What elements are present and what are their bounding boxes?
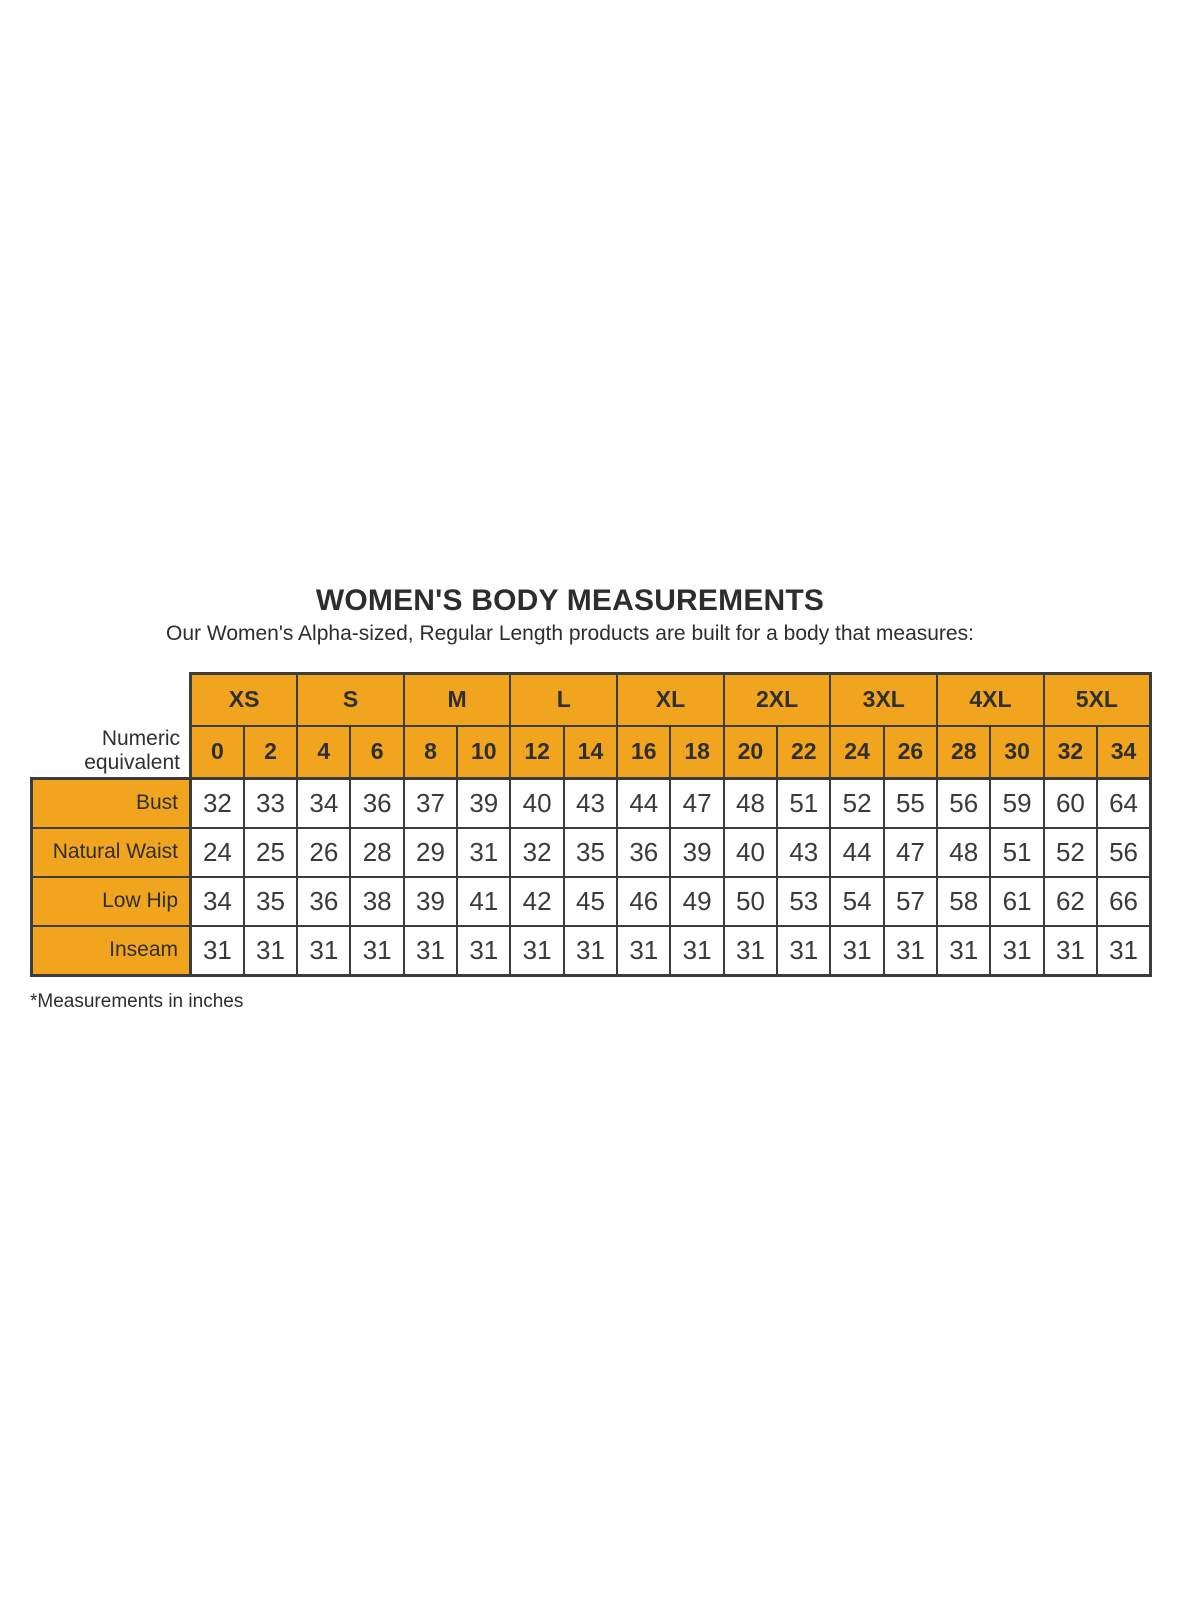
- alpha-size-cell: 4XL: [937, 673, 1044, 726]
- alpha-size-cell: 5XL: [1044, 673, 1151, 726]
- measurement-value-cell: 47: [884, 828, 937, 877]
- measurement-value-cell: 25: [244, 828, 297, 877]
- page-subtitle: Our Women's Alpha-sized, Regular Length products are built for a body that measures:: [166, 621, 974, 645]
- alpha-size-cell: S: [297, 673, 404, 726]
- numeric-size-cell: 34: [1097, 726, 1150, 779]
- measurement-value-cell: 50: [724, 877, 777, 926]
- measurement-value-cell: 39: [457, 778, 510, 828]
- row-label: Bust: [32, 778, 191, 828]
- numeric-size-cell: 22: [777, 726, 830, 779]
- numeric-size-cell: 18: [670, 726, 723, 779]
- measurement-value-cell: 51: [990, 828, 1043, 877]
- measurement-value-cell: 40: [724, 828, 777, 877]
- measurement-value-cell: 31: [564, 926, 617, 976]
- measurement-value-cell: 58: [937, 877, 990, 926]
- measurement-value-cell: 29: [404, 828, 457, 877]
- alpha-size-cell: M: [404, 673, 511, 726]
- measurement-value-cell: 45: [564, 877, 617, 926]
- measurement-value-cell: 52: [1044, 828, 1097, 877]
- numeric-size-cell: 0: [191, 726, 244, 779]
- measurement-value-cell: 44: [617, 778, 670, 828]
- measurement-value-cell: 36: [617, 828, 670, 877]
- measurement-value-cell: 31: [884, 926, 937, 976]
- measurement-value-cell: 43: [564, 778, 617, 828]
- page-title: WOMEN'S BODY MEASUREMENTS: [315, 584, 825, 617]
- measurement-value-cell: 31: [617, 926, 670, 976]
- measurement-value-cell: 55: [884, 778, 937, 828]
- measurement-value-cell: 64: [1097, 778, 1150, 828]
- measurement-value-cell: 37: [404, 778, 457, 828]
- measurement-value-cell: 31: [244, 926, 297, 976]
- measurement-value-cell: 31: [670, 926, 723, 976]
- measurement-value-cell: 26: [297, 828, 350, 877]
- measurement-row: [32, 778, 1151, 828]
- measurement-value-cell: 61: [990, 877, 1043, 926]
- measurement-value-cell: 31: [457, 926, 510, 976]
- measurement-value-cell: 31: [777, 926, 830, 976]
- measurement-value-cell: 39: [404, 877, 457, 926]
- measurement-value-cell: 31: [937, 926, 990, 976]
- measurement-value-cell: 44: [830, 828, 883, 877]
- measurement-value-cell: 42: [510, 877, 563, 926]
- measurement-value-cell: 32: [191, 778, 244, 828]
- numeric-size-cell: 2: [244, 726, 297, 779]
- measurement-value-cell: 31: [350, 926, 403, 976]
- numeric-size-cell: 24: [830, 726, 883, 779]
- alpha-size-cell: 2XL: [724, 673, 831, 726]
- measurement-value-cell: 46: [617, 877, 670, 926]
- numeric-size-cell: 32: [1044, 726, 1097, 779]
- measurement-value-cell: 34: [297, 778, 350, 828]
- measurement-value-cell: 33: [244, 778, 297, 828]
- numeric-size-cell: 20: [724, 726, 777, 779]
- measurement-value-cell: 60: [1044, 778, 1097, 828]
- measurement-value-cell: 31: [830, 926, 883, 976]
- measurement-value-cell: 40: [510, 778, 563, 828]
- numeric-size-row: [32, 726, 1151, 779]
- measurement-value-cell: 31: [457, 828, 510, 877]
- alpha-size-cell: XS: [191, 673, 298, 726]
- measurement-value-cell: 54: [830, 877, 883, 926]
- numeric-size-cell: 8: [404, 726, 457, 779]
- corner-spacer: [32, 673, 191, 726]
- heading-block: [30, 585, 1110, 646]
- measurement-value-cell: 38: [350, 877, 403, 926]
- numeric-size-cell: 30: [990, 726, 1043, 779]
- measurement-value-cell: 31: [1097, 926, 1150, 976]
- measurement-value-cell: 31: [1044, 926, 1097, 976]
- measurement-value-cell: 31: [990, 926, 1043, 976]
- measurement-value-cell: 49: [670, 877, 723, 926]
- measurement-value-cell: 48: [724, 778, 777, 828]
- measurement-value-cell: 34: [191, 877, 244, 926]
- measurement-value-cell: 51: [777, 778, 830, 828]
- measurement-value-cell: 41: [457, 877, 510, 926]
- measurement-value-cell: 35: [244, 877, 297, 926]
- measurement-value-cell: 56: [937, 778, 990, 828]
- alpha-size-row: [32, 673, 1151, 726]
- measurement-value-cell: 59: [990, 778, 1043, 828]
- measurement-value-cell: 66: [1097, 877, 1150, 926]
- measurement-row: [32, 926, 1151, 976]
- row-label: Low Hip: [32, 877, 191, 926]
- measurement-value-cell: 35: [564, 828, 617, 877]
- measurement-value-cell: 57: [884, 877, 937, 926]
- measurement-value-cell: 31: [724, 926, 777, 976]
- measurement-value-cell: 24: [191, 828, 244, 877]
- measurement-value-cell: 52: [830, 778, 883, 828]
- measurement-value-cell: 36: [297, 877, 350, 926]
- measurement-value-cell: 31: [404, 926, 457, 976]
- measurement-value-cell: 47: [670, 778, 723, 828]
- measurement-row: [32, 828, 1151, 877]
- alpha-size-cell: 3XL: [830, 673, 937, 726]
- measurement-value-cell: 31: [297, 926, 350, 976]
- measurement-value-cell: 32: [510, 828, 563, 877]
- alpha-size-cell: XL: [617, 673, 724, 726]
- measurement-value-cell: 31: [191, 926, 244, 976]
- row-label: Inseam: [32, 926, 191, 976]
- measurements-footnote: *Measurements in inches: [30, 990, 244, 1012]
- numeric-size-cell: 4: [297, 726, 350, 779]
- measurement-value-cell: 48: [937, 828, 990, 877]
- numeric-size-cell: 10: [457, 726, 510, 779]
- measurement-value-cell: 36: [350, 778, 403, 828]
- numeric-size-cell: 16: [617, 726, 670, 779]
- measurement-value-cell: 31: [510, 926, 563, 976]
- content: [30, 585, 1152, 1013]
- measurement-value-cell: 53: [777, 877, 830, 926]
- measurement-value-cell: 62: [1044, 877, 1097, 926]
- numeric-size-cell: 12: [510, 726, 563, 779]
- table-body: [32, 778, 1151, 975]
- alpha-size-cell: L: [510, 673, 617, 726]
- numeric-size-cell: 28: [937, 726, 990, 779]
- row-label: Natural Waist: [32, 828, 191, 877]
- numeric-size-cell: 26: [884, 726, 937, 779]
- numeric-equivalent-label: Numeric equivalent: [84, 727, 180, 775]
- numeric-size-cell: 6: [350, 726, 403, 779]
- measurement-value-cell: 56: [1097, 828, 1150, 877]
- numeric-size-cell: 14: [564, 726, 617, 779]
- size-chart-table: [30, 672, 1152, 977]
- table-header: [32, 673, 1151, 778]
- measurement-row: [32, 877, 1151, 926]
- measurement-value-cell: 28: [350, 828, 403, 877]
- measurement-value-cell: 43: [777, 828, 830, 877]
- measurement-value-cell: 39: [670, 828, 723, 877]
